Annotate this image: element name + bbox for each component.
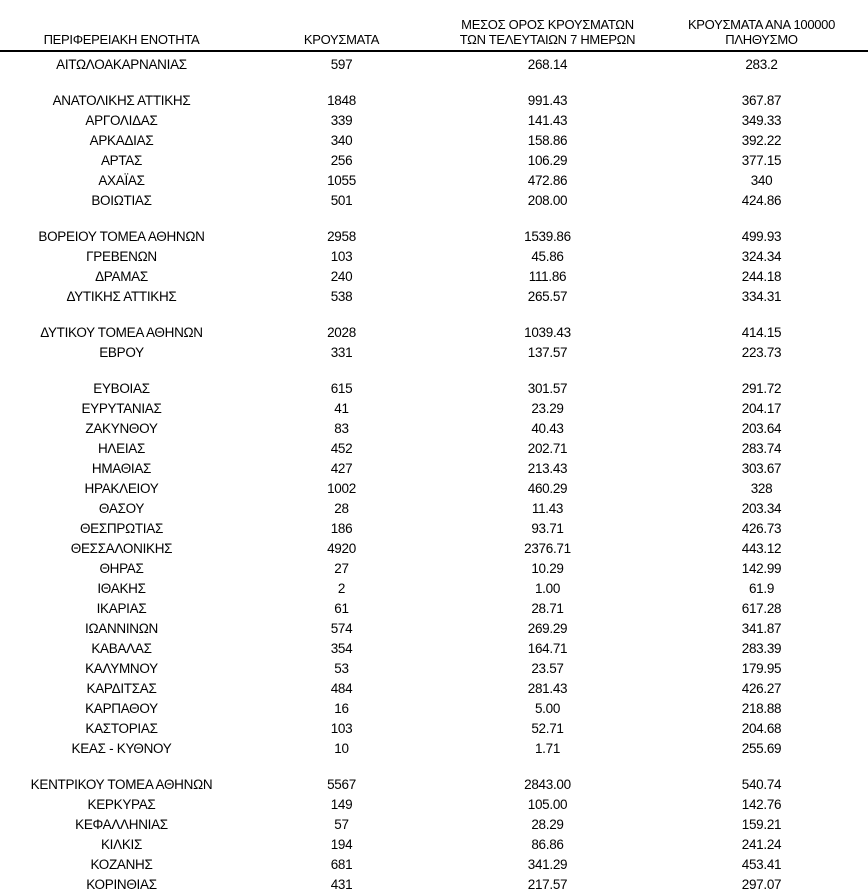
avg-7day-cell: 28.71 xyxy=(531,601,564,616)
group-spacer-row xyxy=(0,307,868,323)
cases-cell: 427 xyxy=(330,461,353,476)
region-name-cell: ΗΛΕΙΑΣ xyxy=(97,441,146,456)
avg-7day-cell: 268.14 xyxy=(527,57,568,72)
cases-cell: 452 xyxy=(330,441,353,456)
avg-7day-cell: 991.43 xyxy=(527,93,568,108)
cases-cell: 53 xyxy=(334,661,349,676)
table-row xyxy=(0,659,868,679)
avg-7day-cell: 1039.43 xyxy=(524,325,571,340)
table-row xyxy=(0,479,868,499)
cases-cell: 103 xyxy=(330,249,353,264)
per-100000-cell: 255.69 xyxy=(741,741,782,756)
avg-7day-cell: 106.29 xyxy=(527,153,568,168)
table-row xyxy=(0,51,868,75)
region-name-cell: ΘΕΣΠΡΩΤΙΑΣ xyxy=(79,521,164,536)
cases-cell: 16 xyxy=(334,701,349,716)
per-100000-cell: 204.68 xyxy=(741,721,782,736)
region-name-cell: ΙΘΑΚΗΣ xyxy=(97,581,146,596)
per-100000-cell: 142.76 xyxy=(741,797,782,812)
region-name-cell: ΚΟΖΑΝΗΣ xyxy=(90,857,153,872)
per-100000-cell: 303.67 xyxy=(741,461,782,476)
table-row xyxy=(0,287,868,307)
per-100000-cell: 324.34 xyxy=(741,249,782,264)
region-name-cell: ΚΑΡΠΑΘΟΥ xyxy=(85,701,158,716)
avg-7day-cell: 269.29 xyxy=(527,621,568,636)
per-100000-cell: 142.99 xyxy=(741,561,782,576)
region-name-cell: ΚΑΣΤΟΡΙΑΣ xyxy=(85,721,158,736)
per-100000-cell: 426.73 xyxy=(741,521,782,536)
per-100000-cell: 283.2 xyxy=(745,57,778,72)
cases-cell: 61 xyxy=(334,601,349,616)
table-row xyxy=(0,247,868,267)
avg-7day-cell: 281.43 xyxy=(527,681,568,696)
cases-cell: 2958 xyxy=(327,229,356,244)
table-row xyxy=(0,323,868,343)
table-row xyxy=(0,379,868,399)
cases-cell: 354 xyxy=(330,641,353,656)
per-100000-cell: 349.33 xyxy=(741,113,782,128)
per-100000-cell: 244.18 xyxy=(741,269,782,284)
per-100000-cell: 159.21 xyxy=(741,817,782,832)
region-name-cell: ΑΝΑΤΟΛΙΚΗΣ ΑΤΤΙΚΗΣ xyxy=(52,93,191,108)
region-name-cell: ΒΟΡΕΙΟΥ ΤΟΜΕΑ ΑΘΗΝΩΝ xyxy=(38,229,205,244)
region-name-cell: ΚΟΡΙΝΘΙΑΣ xyxy=(86,877,157,892)
region-name-cell: ΚΕΦΑΛΛΗΝΙΑΣ xyxy=(75,817,168,832)
region-name-cell: ΚΑΡΔΙΤΣΑΣ xyxy=(86,681,157,696)
cases-cell: 574 xyxy=(330,621,353,636)
region-name-cell: ΑΡΤΑΣ xyxy=(100,153,143,168)
cases-cell: 83 xyxy=(334,421,349,436)
per-100000-cell: 414.15 xyxy=(741,325,782,340)
table-row xyxy=(0,343,868,363)
cases-cell: 256 xyxy=(330,153,353,168)
avg-7day-cell: 10.29 xyxy=(531,561,564,576)
avg-7day-cell: 301.57 xyxy=(527,381,568,396)
column-header-region-line: ΠΕΡΙΦΕΡΕΙΑΚΗ ΕΝΟΤΗΤΑ xyxy=(43,32,200,47)
avg-7day-cell: 1.00 xyxy=(534,581,561,596)
avg-7day-cell: 472.86 xyxy=(527,173,568,188)
avg-7day-cell: 217.57 xyxy=(527,877,568,892)
cases-cell: 615 xyxy=(330,381,353,396)
region-name-cell: ΗΡΑΚΛΕΙΟΥ xyxy=(84,481,159,496)
region-name-cell: ΑΧΑΪΑΣ xyxy=(98,173,145,188)
avg-7day-cell: 460.29 xyxy=(527,481,568,496)
per-100000-cell: 218.88 xyxy=(741,701,782,716)
avg-7day-cell: 105.00 xyxy=(527,797,568,812)
per-100000-cell: 328 xyxy=(750,481,773,496)
table-row xyxy=(0,191,868,211)
region-name-cell: ΑΡΓΟΛΙΔΑΣ xyxy=(85,113,158,128)
per-100000-cell: 61.9 xyxy=(748,581,775,596)
avg-7day-cell: 158.86 xyxy=(527,133,568,148)
avg-7day-cell: 208.00 xyxy=(527,193,568,208)
avg-7day-cell: 2843.00 xyxy=(524,777,571,792)
region-name-cell: ΙΩΑΝΝΙΝΩΝ xyxy=(85,621,158,636)
per-100000-cell: 499.93 xyxy=(741,229,782,244)
table-row xyxy=(0,855,868,875)
region-name-cell: ΘΗΡΑΣ xyxy=(99,561,144,576)
table-row xyxy=(0,699,868,719)
table-row xyxy=(0,151,868,171)
table-row xyxy=(0,775,868,795)
cases-cell: 340 xyxy=(330,133,353,148)
table-row xyxy=(0,399,868,419)
region-name-cell: ΔΥΤΙΚΗΣ ΑΤΤΙΚΗΣ xyxy=(66,289,177,304)
table-row xyxy=(0,519,868,539)
column-header-cases xyxy=(243,5,440,51)
cases-cell: 431 xyxy=(330,877,353,892)
region-name-cell: ΖΑΚΥΝΘΟΥ xyxy=(85,421,158,436)
table-body xyxy=(0,51,868,895)
cases-cell: 27 xyxy=(334,561,349,576)
per-100000-cell: 453.41 xyxy=(741,857,782,872)
avg-7day-cell: 202.71 xyxy=(527,441,568,456)
cases-cell: 28 xyxy=(334,501,349,516)
cases-cell: 149 xyxy=(330,797,353,812)
avg-7day-cell: 2376.71 xyxy=(524,541,571,556)
table-row xyxy=(0,439,868,459)
per-100000-cell: 443.12 xyxy=(741,541,782,556)
avg-7day-cell: 213.43 xyxy=(527,461,568,476)
table-row xyxy=(0,875,868,895)
cases-cell: 331 xyxy=(330,345,353,360)
group-spacer-cell xyxy=(0,75,868,91)
cases-cell: 186 xyxy=(330,521,353,536)
region-name-cell: ΕΥΡΥΤΑΝΙΑΣ xyxy=(81,401,162,416)
column-header-7day-average-line: ΤΩΝ ΤΕΛΕΥΤΑΙΩΝ 7 ΗΜΕΡΩΝ xyxy=(459,32,636,47)
table-row xyxy=(0,739,868,759)
region-name-cell: ΚΑΒΑΛΑΣ xyxy=(91,641,152,656)
cases-cell: 5567 xyxy=(327,777,356,792)
avg-7day-cell: 23.29 xyxy=(531,401,564,416)
avg-7day-cell: 93.71 xyxy=(531,521,564,536)
avg-7day-cell: 137.57 xyxy=(527,345,568,360)
cases-cell: 1002 xyxy=(327,481,356,496)
table-row xyxy=(0,559,868,579)
regional-cases-table xyxy=(0,5,868,895)
cases-cell: 2028 xyxy=(327,325,356,340)
group-spacer-row xyxy=(0,363,868,379)
table-row xyxy=(0,419,868,439)
region-name-cell: ΔΥΤΙΚΟΥ ΤΟΜΕΑ ΑΘΗΝΩΝ xyxy=(40,325,203,340)
per-100000-cell: 179.95 xyxy=(741,661,782,676)
avg-7day-cell: 265.57 xyxy=(527,289,568,304)
table-row xyxy=(0,599,868,619)
region-name-cell: ΗΜΑΘΙΑΣ xyxy=(91,461,152,476)
group-spacer-cell xyxy=(0,759,868,775)
region-name-cell: ΑΡΚΑΔΙΑΣ xyxy=(89,133,154,148)
table-row xyxy=(0,719,868,739)
avg-7day-cell: 86.86 xyxy=(531,837,564,852)
region-name-cell: ΚΕΝΤΡΙΚΟΥ ΤΟΜΕΑ ΑΘΗΝΩΝ xyxy=(30,777,213,792)
per-100000-cell: 223.73 xyxy=(741,345,782,360)
avg-7day-cell: 45.86 xyxy=(531,249,564,264)
per-100000-cell: 367.87 xyxy=(741,93,782,108)
group-spacer-row xyxy=(0,75,868,91)
region-name-cell: ΓΡΕΒΕΝΩΝ xyxy=(86,249,157,264)
table-row xyxy=(0,227,868,247)
column-header-per-100000-line: ΚΡΟΥΣΜΑΤΑ ΑΝΑ 100000 xyxy=(687,17,836,32)
cases-cell: 1848 xyxy=(327,93,356,108)
column-header-7day-average xyxy=(440,5,655,51)
region-name-cell: ΒΟΙΩΤΙΑΣ xyxy=(91,193,152,208)
per-100000-cell: 617.28 xyxy=(741,601,782,616)
per-100000-cell: 540.74 xyxy=(741,777,782,792)
cases-cell: 538 xyxy=(330,289,353,304)
column-header-cases-line: ΚΡΟΥΣΜΑΤΑ xyxy=(303,32,380,47)
table-row xyxy=(0,111,868,131)
table-row xyxy=(0,639,868,659)
column-header-per-100000-line: ΠΛΗΘΥΣΜΟ xyxy=(725,32,798,47)
avg-7day-cell: 1539.86 xyxy=(524,229,571,244)
table-row xyxy=(0,131,868,151)
cases-cell: 41 xyxy=(334,401,349,416)
table-row xyxy=(0,267,868,287)
table-row xyxy=(0,499,868,519)
cases-cell: 103 xyxy=(330,721,353,736)
per-100000-cell: 241.24 xyxy=(741,837,782,852)
table-row xyxy=(0,459,868,479)
avg-7day-cell: 5.00 xyxy=(534,701,561,716)
avg-7day-cell: 141.43 xyxy=(527,113,568,128)
cases-cell: 484 xyxy=(330,681,353,696)
group-spacer-row xyxy=(0,759,868,775)
column-header-per-100000 xyxy=(655,5,868,51)
column-header-7day-average-line: ΜΕΣΟΣ ΟΡΟΣ ΚΡΟΥΣΜΑΤΩΝ xyxy=(461,17,634,32)
table-row xyxy=(0,619,868,639)
region-name-cell: ΚΑΛΥΜΝΟΥ xyxy=(85,661,158,676)
region-name-cell: ΕΒΡΟΥ xyxy=(99,345,144,360)
per-100000-cell: 426.27 xyxy=(741,681,782,696)
cases-cell: 501 xyxy=(330,193,353,208)
cases-cell: 194 xyxy=(330,837,353,852)
cases-cell: 2 xyxy=(337,581,346,596)
table-row xyxy=(0,579,868,599)
per-100000-cell: 283.74 xyxy=(741,441,782,456)
per-100000-cell: 341.87 xyxy=(741,621,782,636)
avg-7day-cell: 164.71 xyxy=(527,641,568,656)
per-100000-cell: 204.17 xyxy=(741,401,782,416)
region-name-cell: ΚΕΡΚΥΡΑΣ xyxy=(87,797,156,812)
per-100000-cell: 424.86 xyxy=(741,193,782,208)
per-100000-cell: 203.64 xyxy=(741,421,782,436)
cases-cell: 1055 xyxy=(327,173,356,188)
cases-cell: 10 xyxy=(334,741,349,756)
table-row xyxy=(0,835,868,855)
region-name-cell: ΙΚΑΡΙΑΣ xyxy=(96,601,147,616)
per-100000-cell: 334.31 xyxy=(741,289,782,304)
avg-7day-cell: 40.43 xyxy=(531,421,564,436)
table-row xyxy=(0,171,868,191)
cases-cell: 240 xyxy=(330,269,353,284)
cases-cell: 597 xyxy=(330,57,353,72)
per-100000-cell: 283.39 xyxy=(741,641,782,656)
avg-7day-cell: 23.57 xyxy=(531,661,564,676)
per-100000-cell: 340 xyxy=(750,173,773,188)
per-100000-cell: 392.22 xyxy=(741,133,782,148)
table-header xyxy=(0,5,868,51)
table-row xyxy=(0,815,868,835)
region-name-cell: ΘΑΣΟΥ xyxy=(98,501,145,516)
per-100000-cell: 291.72 xyxy=(741,381,782,396)
table-row xyxy=(0,91,868,111)
cases-cell: 4920 xyxy=(327,541,356,556)
region-name-cell: ΚΙΛΚΙΣ xyxy=(100,837,143,852)
per-100000-cell: 203.34 xyxy=(741,501,782,516)
cases-cell: 57 xyxy=(334,817,349,832)
column-header-region xyxy=(0,5,243,51)
region-name-cell: ΔΡΑΜΑΣ xyxy=(95,269,148,284)
avg-7day-cell: 52.71 xyxy=(531,721,564,736)
cases-cell: 339 xyxy=(330,113,353,128)
region-name-cell: ΘΕΣΣΑΛΟΝΙΚΗΣ xyxy=(70,541,173,556)
group-spacer-row xyxy=(0,211,868,227)
per-100000-cell: 297.07 xyxy=(741,877,782,892)
table-row xyxy=(0,539,868,559)
group-spacer-cell xyxy=(0,363,868,379)
region-name-cell: ΕΥΒΟΙΑΣ xyxy=(93,381,150,396)
avg-7day-cell: 1.71 xyxy=(534,741,561,756)
avg-7day-cell: 11.43 xyxy=(531,501,564,516)
group-spacer-cell xyxy=(0,307,868,323)
avg-7day-cell: 341.29 xyxy=(527,857,568,872)
cases-cell: 681 xyxy=(330,857,353,872)
avg-7day-cell: 28.29 xyxy=(531,817,564,832)
group-spacer-cell xyxy=(0,211,868,227)
per-100000-cell: 377.15 xyxy=(741,153,782,168)
header-row xyxy=(0,5,868,51)
table-row xyxy=(0,679,868,699)
region-name-cell: ΑΙΤΩΛΟΑΚΑΡΝΑΝΙΑΣ xyxy=(56,57,187,72)
table-row xyxy=(0,795,868,815)
region-name-cell: ΚΕΑΣ - ΚΥΘΝΟΥ xyxy=(71,741,172,756)
avg-7day-cell: 111.86 xyxy=(528,269,567,284)
